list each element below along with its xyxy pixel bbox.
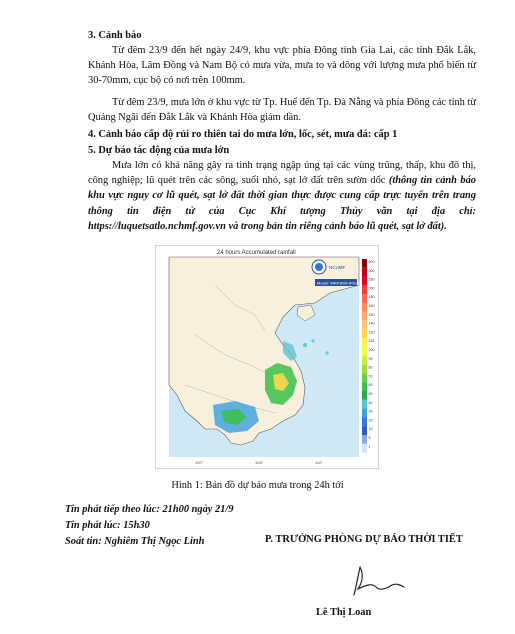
legend-label: 20	[368, 418, 373, 423]
model-label: Model: WRF3KM-IFS-D	[317, 280, 360, 286]
legend-label: 160	[368, 304, 375, 308]
legend-swatch	[362, 400, 367, 409]
checker-name: Soát tin: Nghiêm Thị Ngọc Linh	[65, 536, 205, 547]
rainfall-spot-2	[311, 339, 314, 342]
signatory-position: P. TRƯỞNG PHÒNG DỰ BÁO THỜI TIẾT	[265, 534, 463, 545]
legend-swatch	[362, 338, 367, 347]
lon-tick-3: 110°	[315, 460, 323, 465]
legend-label: 70	[368, 374, 373, 379]
legend-swatch	[362, 382, 367, 391]
legend-swatch	[362, 426, 367, 435]
legend-label: 200	[368, 286, 375, 291]
legend-label: 50	[368, 392, 373, 396]
impact-note: (thông tin cảnh báo khu vực nguy cơ lũ quét, sạt lở đất thời gian thực được cung cấp trực tuyến trên trang thông tin điện tử của Cục Khí tượng Thủy văn tại địa chỉ: https://luquetsatlo.nchmf.gov.vn và trong bản tin riêng cảnh báo lũ quét, sạt lở đất).	[88, 175, 476, 232]
legend-label: 400	[368, 260, 375, 264]
legend-label: 100	[368, 348, 375, 352]
legend-label: 110	[368, 339, 375, 344]
legend-swatch	[362, 347, 367, 356]
issue-time: Tin phát lúc: 15h30	[65, 520, 150, 531]
rainfall-map	[155, 245, 379, 469]
legend-label: 180	[368, 295, 375, 300]
legend-label: 40	[368, 400, 373, 405]
map-title: 24 hours Accumulated rainfall	[217, 250, 296, 256]
legend-swatch	[362, 303, 367, 312]
impact-heading: 5. Dự báo tác động của mưa lớn	[88, 145, 230, 156]
legend-label: 120	[368, 330, 375, 335]
legend-swatch	[362, 373, 367, 382]
warning-paragraph-2: Từ đêm 23/9, mưa lớn ở khu vực từ Tp. Huế đến Tp. Đà Nẵng và phía Đông các tỉnh từ Quảng Ngãi đến Đắk Lắk và Khánh Hòa giảm dần.	[88, 97, 476, 124]
warning-paragraph-1: Từ đêm 23/9 đến hết ngày 24/9, khu vực phía Đông tỉnh Gia Lai, các tỉnh Đắk Lắk, Khánh Hòa, Lâm Đồng và Nam Bộ có mưa vừa, mưa to và dông với lượng mưa phổ biến từ 30-70mm, cục bộ có nơi trên 100mm.	[88, 45, 476, 87]
handwritten-signature	[348, 563, 408, 599]
signer-name: Lê Thị Loan	[316, 607, 372, 618]
legend-swatch	[362, 285, 367, 294]
legend-swatch	[362, 417, 367, 426]
signature-stroke	[354, 567, 404, 595]
logo-text: NCHMF	[329, 265, 346, 270]
impact-paragraph	[88, 158, 476, 234]
legend-swatch	[362, 268, 367, 277]
legend-swatch	[362, 435, 367, 444]
next-issue-time: Tin phát tiếp theo lúc: 21h00 ngày 21/9	[65, 504, 234, 515]
legend-swatch	[362, 294, 367, 303]
legend-label: 250	[368, 277, 375, 282]
lon-tick-1: 100°	[195, 460, 204, 465]
rainfall-spot-1	[303, 343, 307, 347]
legend-label: 60	[368, 383, 373, 388]
nchmf-logo-inner	[315, 263, 323, 271]
legend-label: 30	[368, 409, 373, 414]
legend-swatch	[362, 312, 367, 321]
legend-swatch	[362, 321, 367, 330]
legend-swatch	[362, 329, 367, 338]
legend-label: 90	[368, 356, 373, 361]
rainfall-spot-3	[325, 351, 328, 354]
legend-label: 80	[368, 365, 373, 370]
legend-swatch	[362, 259, 367, 268]
legend-swatch	[362, 277, 367, 286]
legend-label: 5	[368, 436, 371, 440]
warning-heading: 3. Cảnh báo	[88, 30, 142, 41]
legend-label: 140	[368, 321, 375, 326]
map-caption: Hình 1: Bản đồ dự báo mưa trong 24h tới	[171, 480, 344, 491]
impact-text: Mưa lớn có khả năng gây ra tình trạng ngập úng tại các vùng trũng, thấp, khu đô thị, công nghiệp; lũ quét trên các sông, suối nhỏ, sạt lở đất trên sườn dốc	[88, 160, 476, 187]
legend-label: 300	[368, 268, 375, 273]
legend-swatch	[362, 365, 367, 374]
lon-tick-2: 105°	[255, 460, 264, 465]
legend-swatch	[362, 391, 367, 400]
risk-level-heading: 4. Cảnh báo cấp độ rủi ro thiên tai do mưa lớn, lốc, sét, mưa đá: cấp 1	[88, 129, 398, 140]
legend-label: 10	[368, 427, 373, 432]
legend-swatch	[362, 444, 367, 453]
rainfall-map-svg	[155, 245, 379, 469]
legend-label: 1	[368, 444, 371, 449]
legend-swatch	[362, 409, 367, 418]
legend-swatch	[362, 356, 367, 365]
legend-label: 150	[368, 312, 375, 317]
